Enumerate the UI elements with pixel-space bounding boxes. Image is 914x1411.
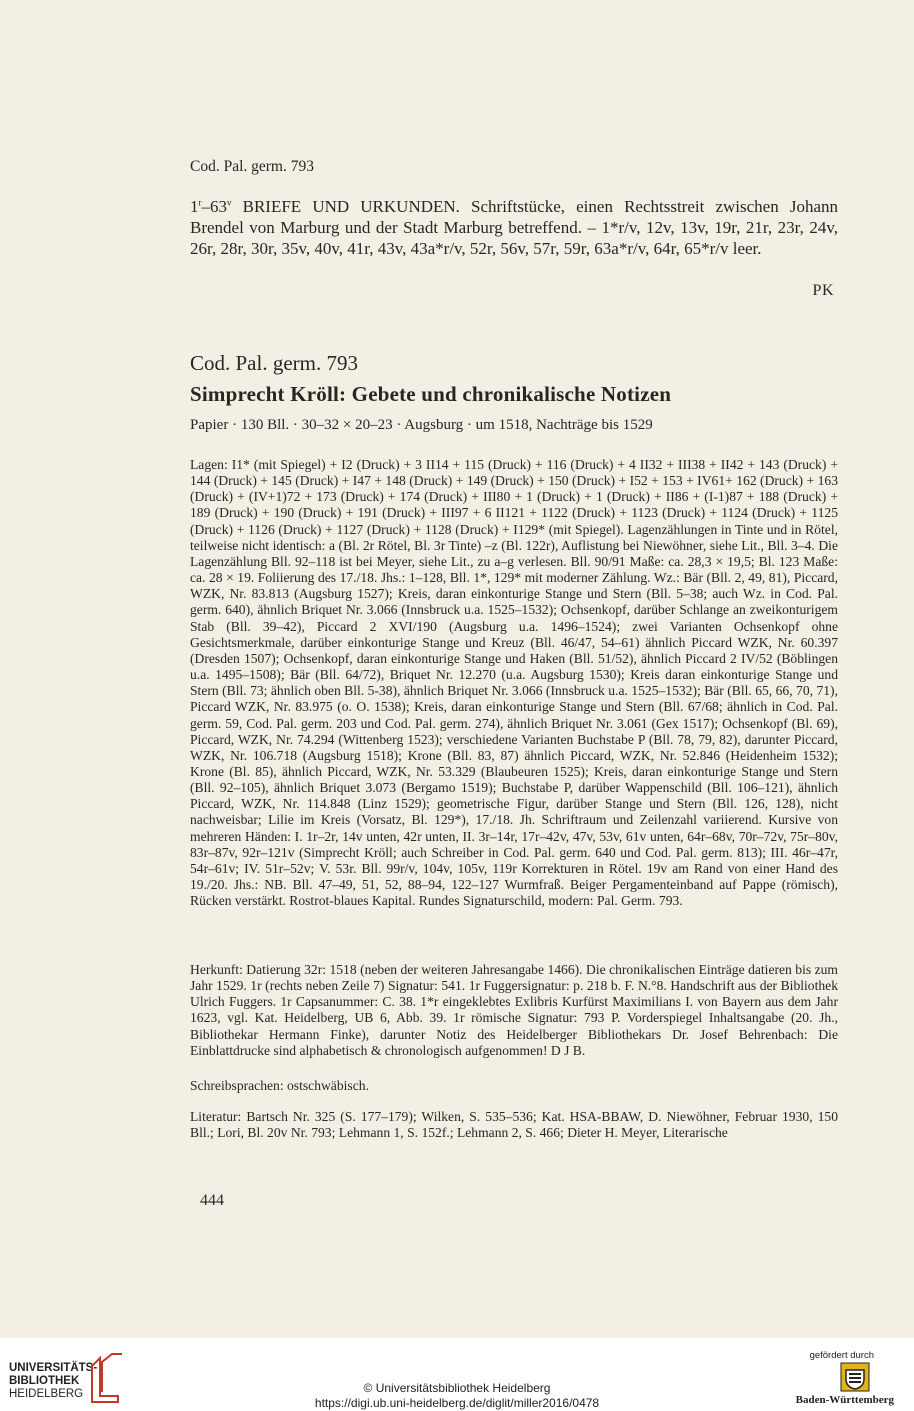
running-head: Cod. Pal. germ. 793 bbox=[190, 158, 314, 175]
letters-description: Schriftstücke, einen Rechtsstreit zwischen Johann Brendel von Marburg und der Stadt Marburg betreffend. – bbox=[190, 197, 839, 237]
copyright-credit: © Universitätsbibliothek Heidelberg bbox=[363, 1381, 551, 1395]
permalink-url[interactable]: https://digi.ub.uni-heidelberg.de/diglit/miller2016/0478 bbox=[314, 1396, 600, 1410]
lagen-paragraph: Lagen: I1* (mit Spiegel) + I2 (Druck) + 3 II14 + 115 (Druck) + 116 (Druck) + 4 II32 + III38 + II42 + 143 (Druck) + 144 (Druck) + 145 (Druck) + I47 + 148 (Druck) + 149 (Druck) + 150 (Druck) + I52 + 153 + IV61+ 162 (Druck) + 163 (Druck) + (IV+1)72 + 173 (Druck) + 174 (Druck) + III80 + 1 (Druck) + 1 (Druck) + II86 + (I-1)87 + 188 (Druck) + 189 (Druck) + 190 (Druck) + 191 (Druck) + III97 + 6 II121 + 1122 (Druck) + 1123 (Druck) + 1124 (Druck) + 1125 (Druck) + 1126 (Druck) + 1127 (Druck) + 1128 (Druck) + I129* (mit Spiegel). Lagenzählungen in Tinte und in Rötel, teilweise nicht identisch: a (Bl. 2r Rötel, Bl. 3r Tinte) –z (Bl. 122r), Auflistung bei Niewöhner, siehe Lit., Bll. 3–4. Die Lagenzählung Bll. 92–118 ist bei Meyer, siehe Lit., zu a–g verlesen. Bll. 90/91 Maße: ca. 28,3 × 19,5; Bl. 123 Maße: ca. 28 × 19. Foliierung des 17./18. Jhs.: 1–128, Bll. 1*, 129* mit moderner Zählung. Wz.: Bär (Bll. 2, 49, 81), Piccard, WZK, Nr. 83.813 (Augsburg 1527); Kreis, daran einkonturige Stange und Stern (Bll. 5–38; auch Wz. in Cod. Pal. germ. 640), ähnlich Briquet Nr. 3.066 (Innsbruck u.a. 1525–1532); Ochsenkopf, darüber Schlange an zweikonturigem Stab (Bll. 39–42), Piccard 2 XVI/190 (Augsburg u.a. 1496–1524); zwei Varianten Ochsenkopf ohne Gesichtsmerkmale, darüber einkonturige Stange und Kreuz (Bll. 46/47, 54–61) ähnlich Piccard WZK, Nr. 60.397 (Dresden 1507); Ochsenkopf, daran einkonturige Stange und Haken (Bll. 51/52), ähnlich Piccard 2 IV/52 (Böblingen u.a. 1495–1508); Bär (Bll. 64/72), Briquet Nr. 12.270 (u.a. Augsburg 1530); Kreis daran einkonturige Stange und Stern (Bll. 73; ähnlich oben Bll. 5-38), ähnlich Briquet Nr. 3.066 (Innsbruck u.a. 1525–1532); Bär (Bll. 65, 66, 70, 71), Piccard WZK, Nr. 83.975 (o. O. 1538); Kreis, daran einkonturige Stange und Stern (Bll. 67/68; ähnlich in Cod. Pal. germ. 59, Cod. Pal. germ. 203 und Cod. Pal. germ. 274), ähnlich Briquet Nr. 3.061 (Gex 1517); Ochsenkopf (Bl. 69), Piccard, WZK, Nr. 74.294 (Wittenberg 1523); verschiedene Varianten Buchstabe P (Bll. 78, 79, 82), darunter Piccard, WZK, Nr. 106.718 (Augsburg 1518); Krone (Bll. 83, 87) ähnlich Piccard, WZK, Nr. 52.846 (Heidenheim 1532); Krone (Bl. 85), ähnlich Piccard, WZK, Nr. 53.329 (Blaubeuren 1525); Kreis, daran einkonturige Stange und Stern (Bll. 92–105), ähnlich Briquet 3.073 (Bergamo 1519); Buchstabe P, darüber Wappenschild (Bll. 106–121), ähnlich Piccard, WZK, Nr. 114.848 (Linz 1529); geometrische Figur, darüber Stange und Stern (Bll. 126, 128), nicht nachweisbar; Lilie im Kreis (Vorsatz, Bl. 129*), 17./18. Jh. Schriftraum und Zeilenzahl variierend. Kursive von mehreren Händen: I. 1r–2r, 14v unten, 42r unten, II. 3r–14r, 17r–42v, 47v, 53v, 61v unten, 64r–68v, 70r–72v, 75r–80v, 83r–87v, 92r–121v (Simprecht Kröll; auch Schreiber in Cod. Pal. germ. 640 und Cod. Pal. germ. 813); III. 46r–47r, 54r–61v; IV. 51r–52v; V. 53r. Bll. 99r/v, 104v, 105v, 119r Korrekturen in Rötel. 19v am Rand von einer Hand des 19./20. Jhs.: NB. Bll. 47–49, 51, 52, 88–94, 122–127 Wurmfraß. Beiger Pergamenteinband auf Pappe (römisch), Rücken verstärkt. Rostrot-blaues Kapital. Rundes Signaturschild, modern: Pal. Germ. 793. bbox=[190, 457, 838, 909]
physical-description: Papier · 130 Bll. · 30–32 × 20–23 · Augsburg · um 1518, Nachträge bis 1529 bbox=[190, 417, 653, 433]
author-initials: PK bbox=[812, 282, 834, 299]
range-end: –63 bbox=[201, 197, 227, 216]
leer-list: 1*r/v, 12v, 13v, 19r, 21r, 23r, 24v, 26r, 28r, 30r, 35v, 40v, 41r, 43v, 43a*r/v, 52r, 56v, 57r, 59r, 63a*r/v, 64r, 65*r/v bbox=[190, 218, 838, 258]
page-number: 444 bbox=[200, 1192, 224, 1209]
shelfmark-heading: Cod. Pal. germ. 793 bbox=[190, 351, 358, 375]
lagen-text: I1* (mit Spiegel) + I2 (Druck) + 3 II14 + 115 (Druck) + 116 (Druck) + 4 II32 + III38 + II42 + 143 (Druck) + 144 (Druck) + 145 (Druck) + I47 + 148 (Druck) + 149 (Druck) + 150 (Druck) + I52 + 153 + IV61+ 162 (Druck) + 163 (Druck) + (IV+1)72 + 173 (Druck) + 174 (Druck) + III80 + 1 (Druck) + 1 (Druck) + II86 + (I-1)87 + 188 (Druck) + 189 (Druck) + 190 (Druck) + 191 (Druck) + III97 + 6 II121 + 1122 (Druck) + 1123 (Druck) + 1124 (Druck) + 1125 (Druck) + 1126 (Druck) + 1127 (Druck) + 1128 (Druck) + I129* (mit Spiegel). Lagenzählungen in Tinte und in Rötel, teilweise nicht identisch: a (Bl. 2r Rötel, Bl. 3r Tinte) –z (Bl. 122r), Auflistung bei Niewöhner, siehe Lit., Bll. 3–4. Die Lagenzählung Bll. 92–118 ist bei Meyer, siehe Lit., zu a–g verlesen. Bll. 90/91 Maße: ca. 28,3 × 19,5; Bl. 123 Maße: ca. 28 × 19. Foliierung des 17./18. Jhs.: 1–128, Bll. 1*, 129* mit moderner Zählung. Wz.: Bär (Bll. 2, 49, 81), Piccard, WZK, Nr. 83.813 (Augsburg 1527); Kreis, daran einkonturige Stange und Stern (Bll. 5–38; auch Wz. in Cod. Pal. germ. 640), ähnlich Briquet Nr. 3.066 (Innsbruck u.a. 1525–1532); Ochsenkopf, darüber Schlange an zweikonturigem Stab (Bll. 39–42), Piccard 2 XVI/190 (Augsburg u.a. 1496–1524); zwei Varianten Ochsenkopf ohne Gesichtsmerkmale, darüber einkonturige Stange und Kreuz (Bll. 46/47, 54–61) ähnlich Piccard WZK, Nr. 60.397 (Dresden 1507); Ochsenkopf, daran einkonturige Stange und Haken (Bll. 51/52), ähnlich Piccard 2 IV/52 (Böblingen u.a. 1495–1508); Bär (Bll. 64/72), Briquet Nr. 12.270 (u.a. Augsburg 1530); Kreis daran einkonturige Stange und Stern (Bll. 73; ähnlich oben Bll. 5-38), ähnlich Briquet Nr. 3.066 (Innsbruck u.a. 1525–1532); Bär (Bll. 65, 66, 70, 71), Piccard WZK, Nr. 83.975 (o. O. 1538); Kreis, daran einkonturige Stange und Stern (Bll. 67/68; ähnlich in Cod. Pal. germ. 59, Cod. Pal. germ. 203 und Cod. Pal. germ. 274), ähnlich Briquet Nr. 3.061 (Gex 1517); Ochsenkopf (Bl. 69), Piccard, WZK, Nr. 74.294 (Wittenberg 1523); verschiedene Varianten Buchstabe P (Bll. 78, 79, 82), darunter Piccard, WZK, Nr. 106.718 (Augsburg 1518); Krone (Bll. 83, 87) ähnlich Piccard, WZK, Nr. 52.846 (Heidenheim 1532); Krone (Bl. 85), ähnlich Piccard, WZK, Nr. 53.329 (Blaubeuren 1525); Kreis, daran einkonturige Stange und Stern (Bll. 92–105), ähnlich Briquet 3.073 (Bergamo 1519); Buchstabe P, darüber Wappenschild (Bll. 106–121), ähnlich Piccard, WZK, Nr. 114.848 (Linz 1529); geometrische Figur, darüber Stange und Stern (Bll. 126, 128), nicht nachweisbar; Lilie im Kreis (Vorsatz, Bl. 129*), 17./18. Jh. Schriftraum und Zeilenzahl variierend. Kursive von mehreren Händen: I. 1r–2r, 14v unten, 42r unten, II. 3r–14r, 17r–42v, 47v, 53v, 61v unten, 64r–68v, 70r–72v, 75r–80v, 83r–87v, 92r–121v (Simprecht Kröll; auch Schreiber in Cod. Pal. germ. 640 und Cod. Pal. germ. 813); III. 46r–47r, 54r–61v; IV. 51r–52v; V. 53r. Bll. 99r/v, 104v, 105v, 119r Korrekturen in Rötel. 19v am Rand von einer Hand des 19./20. Jhs.: NB. Bll. 47–49, 51, 52, 88–94, 122–127 Wurmfraß. Beiger Pergamenteinband auf Pappe (römisch), Rücken verstärkt. Rostrot-blaues Kapital. Rundes Signaturschild, modern: Pal. Germ. 793. bbox=[190, 457, 838, 909]
baden-wuerttemberg-crest-icon bbox=[840, 1362, 870, 1392]
schreibsprachen-paragraph: Schreibsprachen: ostschwäbisch. bbox=[190, 1078, 369, 1093]
funder-name: Baden-Württemberg bbox=[795, 1394, 894, 1406]
letters-section: 1$^r$–63$^v$ BRIEFE UND URKUNDEN. Schriftstücke, einen Rechtsstreit zwischen Johann Brendel von Marburg und der Stadt Marburg betreffend. – 1*r/v, 12v, 13v, 19r, 21r, 23r, 24v, 26r, 28r, 30r, 35v, 40v, 41r, 43v, 43a*r/v, 52r, 56v, 57r, 59r, 63a*r/v, 64r, 65*r/v leer. bbox=[190, 197, 839, 258]
range-start: 1 bbox=[190, 197, 199, 216]
funded-by-label: gefördert durch bbox=[809, 1350, 874, 1361]
literatur-text: Bartsch Nr. 325 (S. 177–179); Wilken, S. 535–536; Kat. HSA-BBAW, D. Niewöhner, Februar 1930, 150 Bll.; Lori, Bl. 20v Nr. 793; Lehmann 1, S. 152f.; Lehmann 2, S. 466; Dieter H. Meyer, Literarische bbox=[190, 1109, 838, 1141]
footer-bar bbox=[0, 1338, 914, 1411]
herkunft-paragraph: Herkunft: Datierung 32r: 1518 (neben der weiteren Jahresangabe 1466). Die chronikalischen Einträge datieren bis zum Jahr 1529. 1r (rechts neben Zeile 7) Signatur: 541. 1r Fuggersignatur: p. 218 b. F. N.°8. Handschrift aus der Bibliothek Ulrich Fuggers. 1r Capsanummer: C. 38. 1*r eingeklebtes Exlibris Kurfürst Maximilians I. von Bayern aus dem Jahr 1623, vgl. Kat. Heidelberg, UB 6, Abb. 39. 1r römische Signatur: 793 P. Vorderspiegel Inhaltsangabe (20. Jh., Bibliothekar Hermann Finke), darunter Notiz des Heidelberger Bibliothekars Dr. Josef Behrenbach: Die Einblattdrucke sind alphabetisch & chronologisch aufgenommen! D J B. bbox=[190, 962, 838, 1058]
library-logo-text[interactable]: UNIVERSITÄTS- BIBLIOTHEK HEIDELBERG bbox=[9, 1362, 98, 1400]
manuscript-title: Simprecht Kröll: Gebete und chronikalische Notizen bbox=[190, 382, 672, 406]
literatur-paragraph: Literatur: Bartsch Nr. 325 (S. 177–179); Wilken, S. 535–536; Kat. HSA-BBAW, D. Niewöhner, Februar 1930, 150 Bll.; Lori, Bl. 20v Nr. 793; Lehmann 1, S. 152f.; Lehmann 2, S. 466; Dieter H. Meyer, Literarische bbox=[190, 1109, 838, 1141]
letters-heading: BRIEFE UND URKUNDEN. bbox=[231, 197, 460, 216]
herkunft-text: Datierung 32r: 1518 (neben der weiteren Jahresangabe 1466). Die chronikalischen Einträge datieren bis zum Jahr 1529. 1r (rechts neben Zeile 7) Signatur: 541. 1r Fuggersignatur: p. 218 b. F. N.°8. Handschrift aus der Bibliothek Ulrich Fuggers. 1r Capsanummer: C. 38. 1*r eingeklebtes Exlibris Kurfürst Maximilians I. von Bayern aus dem Jahr 1623, vgl. Kat. Heidelberg, UB 6, Abb. 39. 1r römische Signatur: 793 P. Vorderspiegel Inhaltsangabe (20. Jh., Bibliothekar Hermann Finke), darunter Notiz des Heidelberger Bibliothekars Dr. Josef Behrenbach: Die Einblattdrucke sind alphabetisch & chronologisch aufgenommen! D J B. bbox=[190, 962, 838, 1058]
